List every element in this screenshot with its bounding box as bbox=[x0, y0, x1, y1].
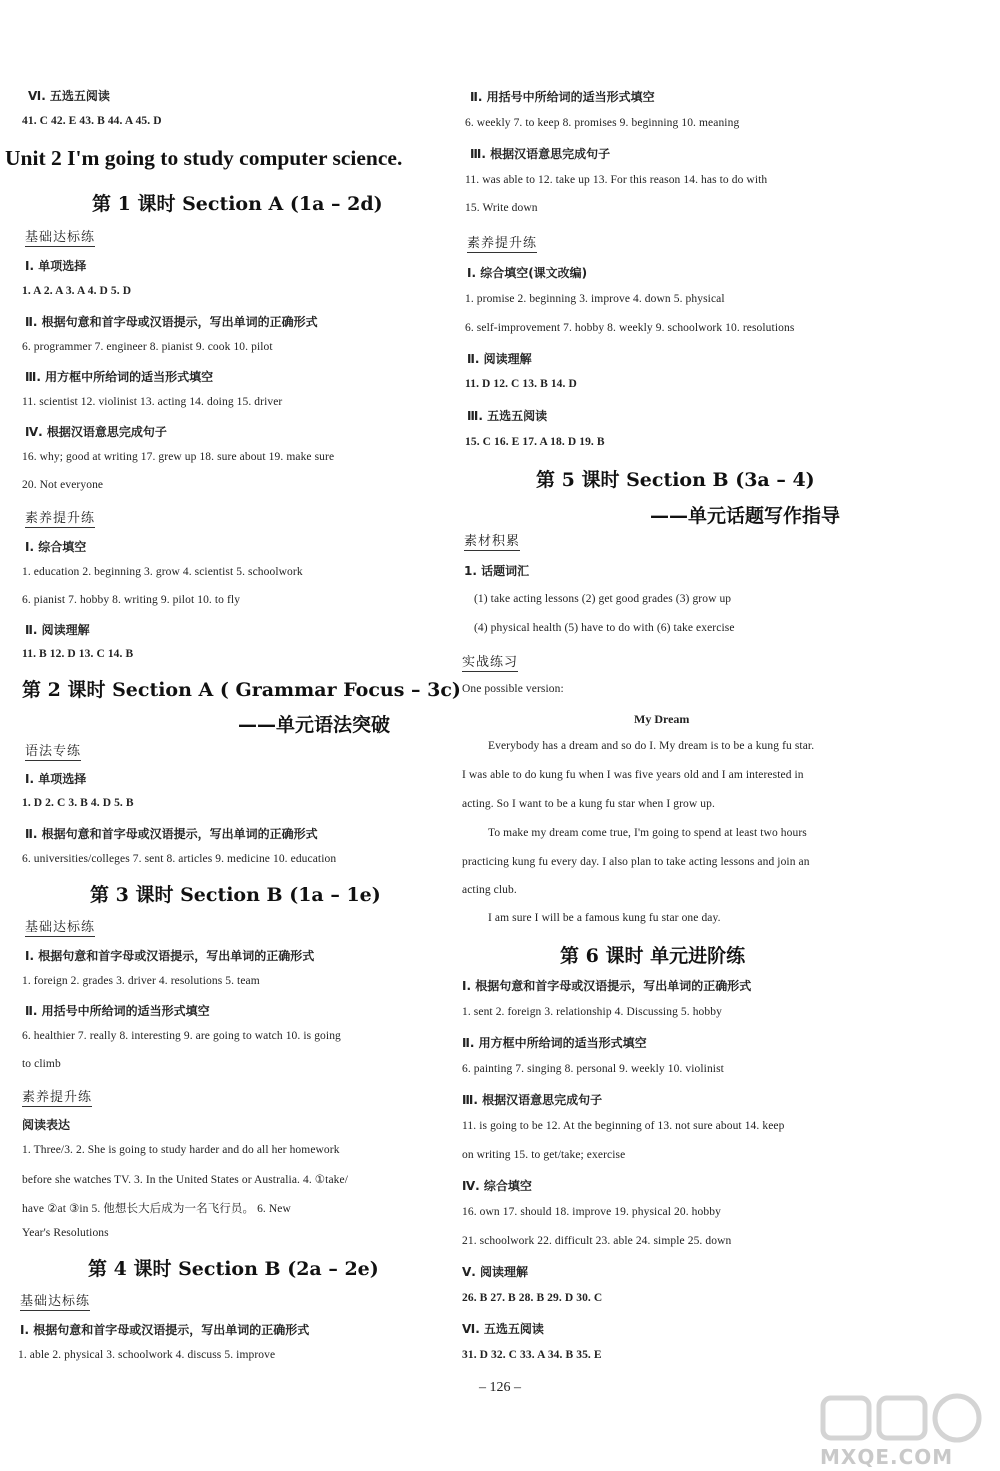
question-header: Ⅱ. 用括号中所给词的适当形式填空 bbox=[25, 1004, 210, 1018]
lesson-title-2: 第 2 课时 Section A ( Grammar Focus – 3c) bbox=[22, 679, 461, 701]
answer-line: 1. foreign 2. grades 3. driver 4. resolutions 5. team bbox=[22, 975, 260, 987]
essay-line: I am sure I will be a famous kung fu star one day. bbox=[488, 912, 721, 924]
essay-line: I was able to do kung fu when I was five years old and I am interested in bbox=[462, 769, 804, 781]
question-header: Ⅳ. 综合填空 bbox=[462, 1179, 532, 1193]
essay-line: practicing kung fu every day. I also plan to take acting lessons and join an bbox=[462, 856, 810, 868]
category-label: 素养提升练 bbox=[467, 232, 537, 253]
essay-intro: One possible version: bbox=[462, 683, 564, 695]
question-header: Ⅵ. 五选五阅读 bbox=[462, 1322, 544, 1336]
answer-line: 6. healthier 7. really 8. interesting 9. are going to watch 10. is going bbox=[22, 1030, 341, 1042]
lesson-title-3: 第 3 课时 Section B (1a – 1e) bbox=[90, 884, 381, 906]
question-header: Ⅱ. 阅读理解 bbox=[467, 352, 532, 366]
answer-line: 6. weekly 7. to keep 8. promises 9. beginning 10. meaning bbox=[465, 117, 740, 129]
question-header: Ⅴ. 阅读理解 bbox=[462, 1265, 529, 1279]
answer-line: Year's Resolutions bbox=[22, 1227, 109, 1239]
answer-line: 1. A 2. A 3. A 4. D 5. D bbox=[22, 285, 132, 297]
answer-line: 6. self-improvement 7. hobby 8. weekly 9. schoolwork 10. resolutions bbox=[465, 322, 795, 334]
answer-line: (1) take acting lessons (2) get good grades (3) grow up bbox=[474, 593, 732, 605]
question-header: Ⅰ. 根据句意和首字母或汉语提示，写出单词的正确形式 bbox=[462, 979, 752, 993]
answer-line: have ②at ③in 5. 他想长大后成为一名飞行员。 6. New bbox=[22, 1203, 291, 1215]
answer-line: 41. C 42. E 43. B 44. A 45. D bbox=[22, 115, 162, 127]
essay-title: My Dream bbox=[634, 712, 690, 726]
category-label: 语法专练 bbox=[25, 740, 81, 761]
lesson-subtitle: ——单元语法突破 bbox=[238, 714, 391, 736]
answer-line: 1. education 2. beginning 3. grow 4. scientist 5. schoolwork bbox=[22, 566, 303, 578]
lesson-subtitle: ——单元话题写作指导 bbox=[650, 505, 841, 527]
essay-line: acting club. bbox=[462, 884, 517, 896]
answer-line: 1. able 2. physical 3. schoolwork 4. discuss 5. improve bbox=[18, 1349, 276, 1361]
watermark-text: MXQE.COM bbox=[820, 1445, 954, 1469]
category-label: 基础达标练 bbox=[25, 916, 95, 937]
lesson-title-4: 第 4 课时 Section B (2a – 2e) bbox=[88, 1258, 379, 1280]
answer-line: 11. was able to 12. take up 13. For this reason 14. has to do with bbox=[465, 174, 768, 186]
question-header: Ⅰ. 综合填空 bbox=[25, 540, 87, 554]
answer-line: 6. pianist 7. hobby 8. writing 9. pilot 10. to fly bbox=[22, 594, 241, 606]
answer-line: before she watches TV. 3. In the United States or Australia. 4. ①take/ bbox=[22, 1174, 349, 1186]
category-label: 素材积累 bbox=[464, 530, 520, 551]
question-header: 阅读表达 bbox=[22, 1118, 71, 1132]
answer-line: 11. is going to be 12. At the beginning of 13. not sure about 14. keep bbox=[462, 1120, 785, 1132]
question-header: Ⅰ. 根据句意和首字母或汉语提示，写出单词的正确形式 bbox=[25, 949, 315, 963]
question-header: Ⅰ. 单项选择 bbox=[25, 772, 87, 786]
question-header: Ⅱ. 用括号中所给词的适当形式填空 bbox=[470, 90, 655, 104]
question-header: 1. 话题词汇 bbox=[464, 564, 530, 578]
lesson-title-6: 第 6 课时 单元进阶练 bbox=[560, 945, 746, 967]
answer-line: 11. D 12. C 13. B 14. D bbox=[465, 378, 577, 390]
essay-line: To make my dream come true, I'm going to spend at least two hours bbox=[488, 827, 807, 839]
section-header: Ⅵ. 五选五阅读 bbox=[28, 89, 110, 103]
question-header: Ⅰ. 根据句意和首字母或汉语提示，写出单词的正确形式 bbox=[20, 1323, 310, 1337]
answer-line: 20. Not everyone bbox=[22, 479, 104, 491]
question-header: Ⅲ. 五选五阅读 bbox=[467, 409, 548, 423]
question-header: Ⅱ. 根据句意和首字母或汉语提示，写出单词的正确形式 bbox=[25, 827, 318, 841]
answer-line: 6. painting 7. singing 8. personal 9. weekly 10. violinist bbox=[462, 1063, 724, 1075]
question-header: Ⅱ. 根据句意和首字母或汉语提示，写出单词的正确形式 bbox=[25, 315, 318, 329]
answer-line: 1. promise 2. beginning 3. improve 4. down 5. physical bbox=[465, 293, 725, 305]
answer-line: 15. Write down bbox=[465, 202, 538, 214]
question-header: Ⅲ. 根据汉语意思完成句子 bbox=[470, 147, 611, 161]
answer-line: 11. scientist 12. violinist 13. acting 14. doing 15. driver bbox=[22, 396, 283, 408]
category-label: 实战练习 bbox=[462, 651, 518, 672]
page-number: – 126 – bbox=[479, 1380, 521, 1395]
lesson-title-5: 第 5 课时 Section B (3a – 4) bbox=[536, 469, 815, 491]
category-label: 基础达标练 bbox=[25, 226, 95, 247]
lesson-title-1: 第 1 课时 Section A (1a – 2d) bbox=[92, 193, 383, 215]
question-header: Ⅱ. 用方框中所给词的适当形式填空 bbox=[462, 1036, 647, 1050]
category-label: 素养提升练 bbox=[22, 1086, 92, 1107]
answer-line: 1. D 2. C 3. B 4. D 5. B bbox=[22, 797, 134, 809]
question-header: Ⅱ. 阅读理解 bbox=[25, 623, 90, 637]
answer-line: 6. programmer 7. engineer 8. pianist 9. cook 10. pilot bbox=[22, 341, 273, 353]
answer-line: 21. schoolwork 22. difficult 23. able 24. simple 25. down bbox=[462, 1235, 732, 1247]
answer-line: 15. C 16. E 17. A 18. D 19. B bbox=[465, 436, 605, 448]
answer-line: to climb bbox=[22, 1058, 61, 1070]
answer-line: 31. D 32. C 33. A 34. B 35. E bbox=[462, 1349, 602, 1361]
answer-line: on writing 15. to get/take; exercise bbox=[462, 1149, 626, 1161]
category-label: 素养提升练 bbox=[25, 507, 95, 528]
question-header: Ⅲ. 用方框中所给词的适当形式填空 bbox=[25, 370, 214, 384]
answer-line: 1. sent 2. foreign 3. relationship 4. Discussing 5. hobby bbox=[462, 1006, 722, 1018]
answer-line: 16. own 17. should 18. improve 19. physical 20. hobby bbox=[462, 1206, 721, 1218]
essay-line: acting. So I want to be a kung fu star when I grow up. bbox=[462, 798, 715, 810]
category-label: 基础达标练 bbox=[20, 1290, 90, 1311]
unit-title: Unit 2 I'm going to study computer science. bbox=[5, 146, 403, 170]
answer-line: 1. Three/3. 2. She is going to study harder and do all her homework bbox=[22, 1144, 340, 1156]
question-header: Ⅲ. 根据汉语意思完成句子 bbox=[462, 1093, 603, 1107]
answer-line: 11. B 12. D 13. C 14. B bbox=[22, 648, 134, 660]
question-header: Ⅳ. 根据汉语意思完成句子 bbox=[25, 425, 167, 439]
answer-line: (4) physical health (5) have to do with (6) take exercise bbox=[474, 622, 735, 634]
answer-line: 6. universities/colleges 7. sent 8. articles 9. medicine 10. education bbox=[22, 853, 337, 865]
answer-line: 26. B 27. B 28. B 29. D 30. C bbox=[462, 1292, 603, 1304]
essay-line: Everybody has a dream and so do I. My dream is to be a kung fu star. bbox=[488, 740, 815, 752]
answer-line: 16. why; good at writing 17. grew up 18. sure about 19. make sure bbox=[22, 451, 335, 463]
question-header: Ⅰ. 综合填空(课文改编) bbox=[467, 266, 588, 280]
question-header: Ⅰ. 单项选择 bbox=[25, 259, 87, 273]
